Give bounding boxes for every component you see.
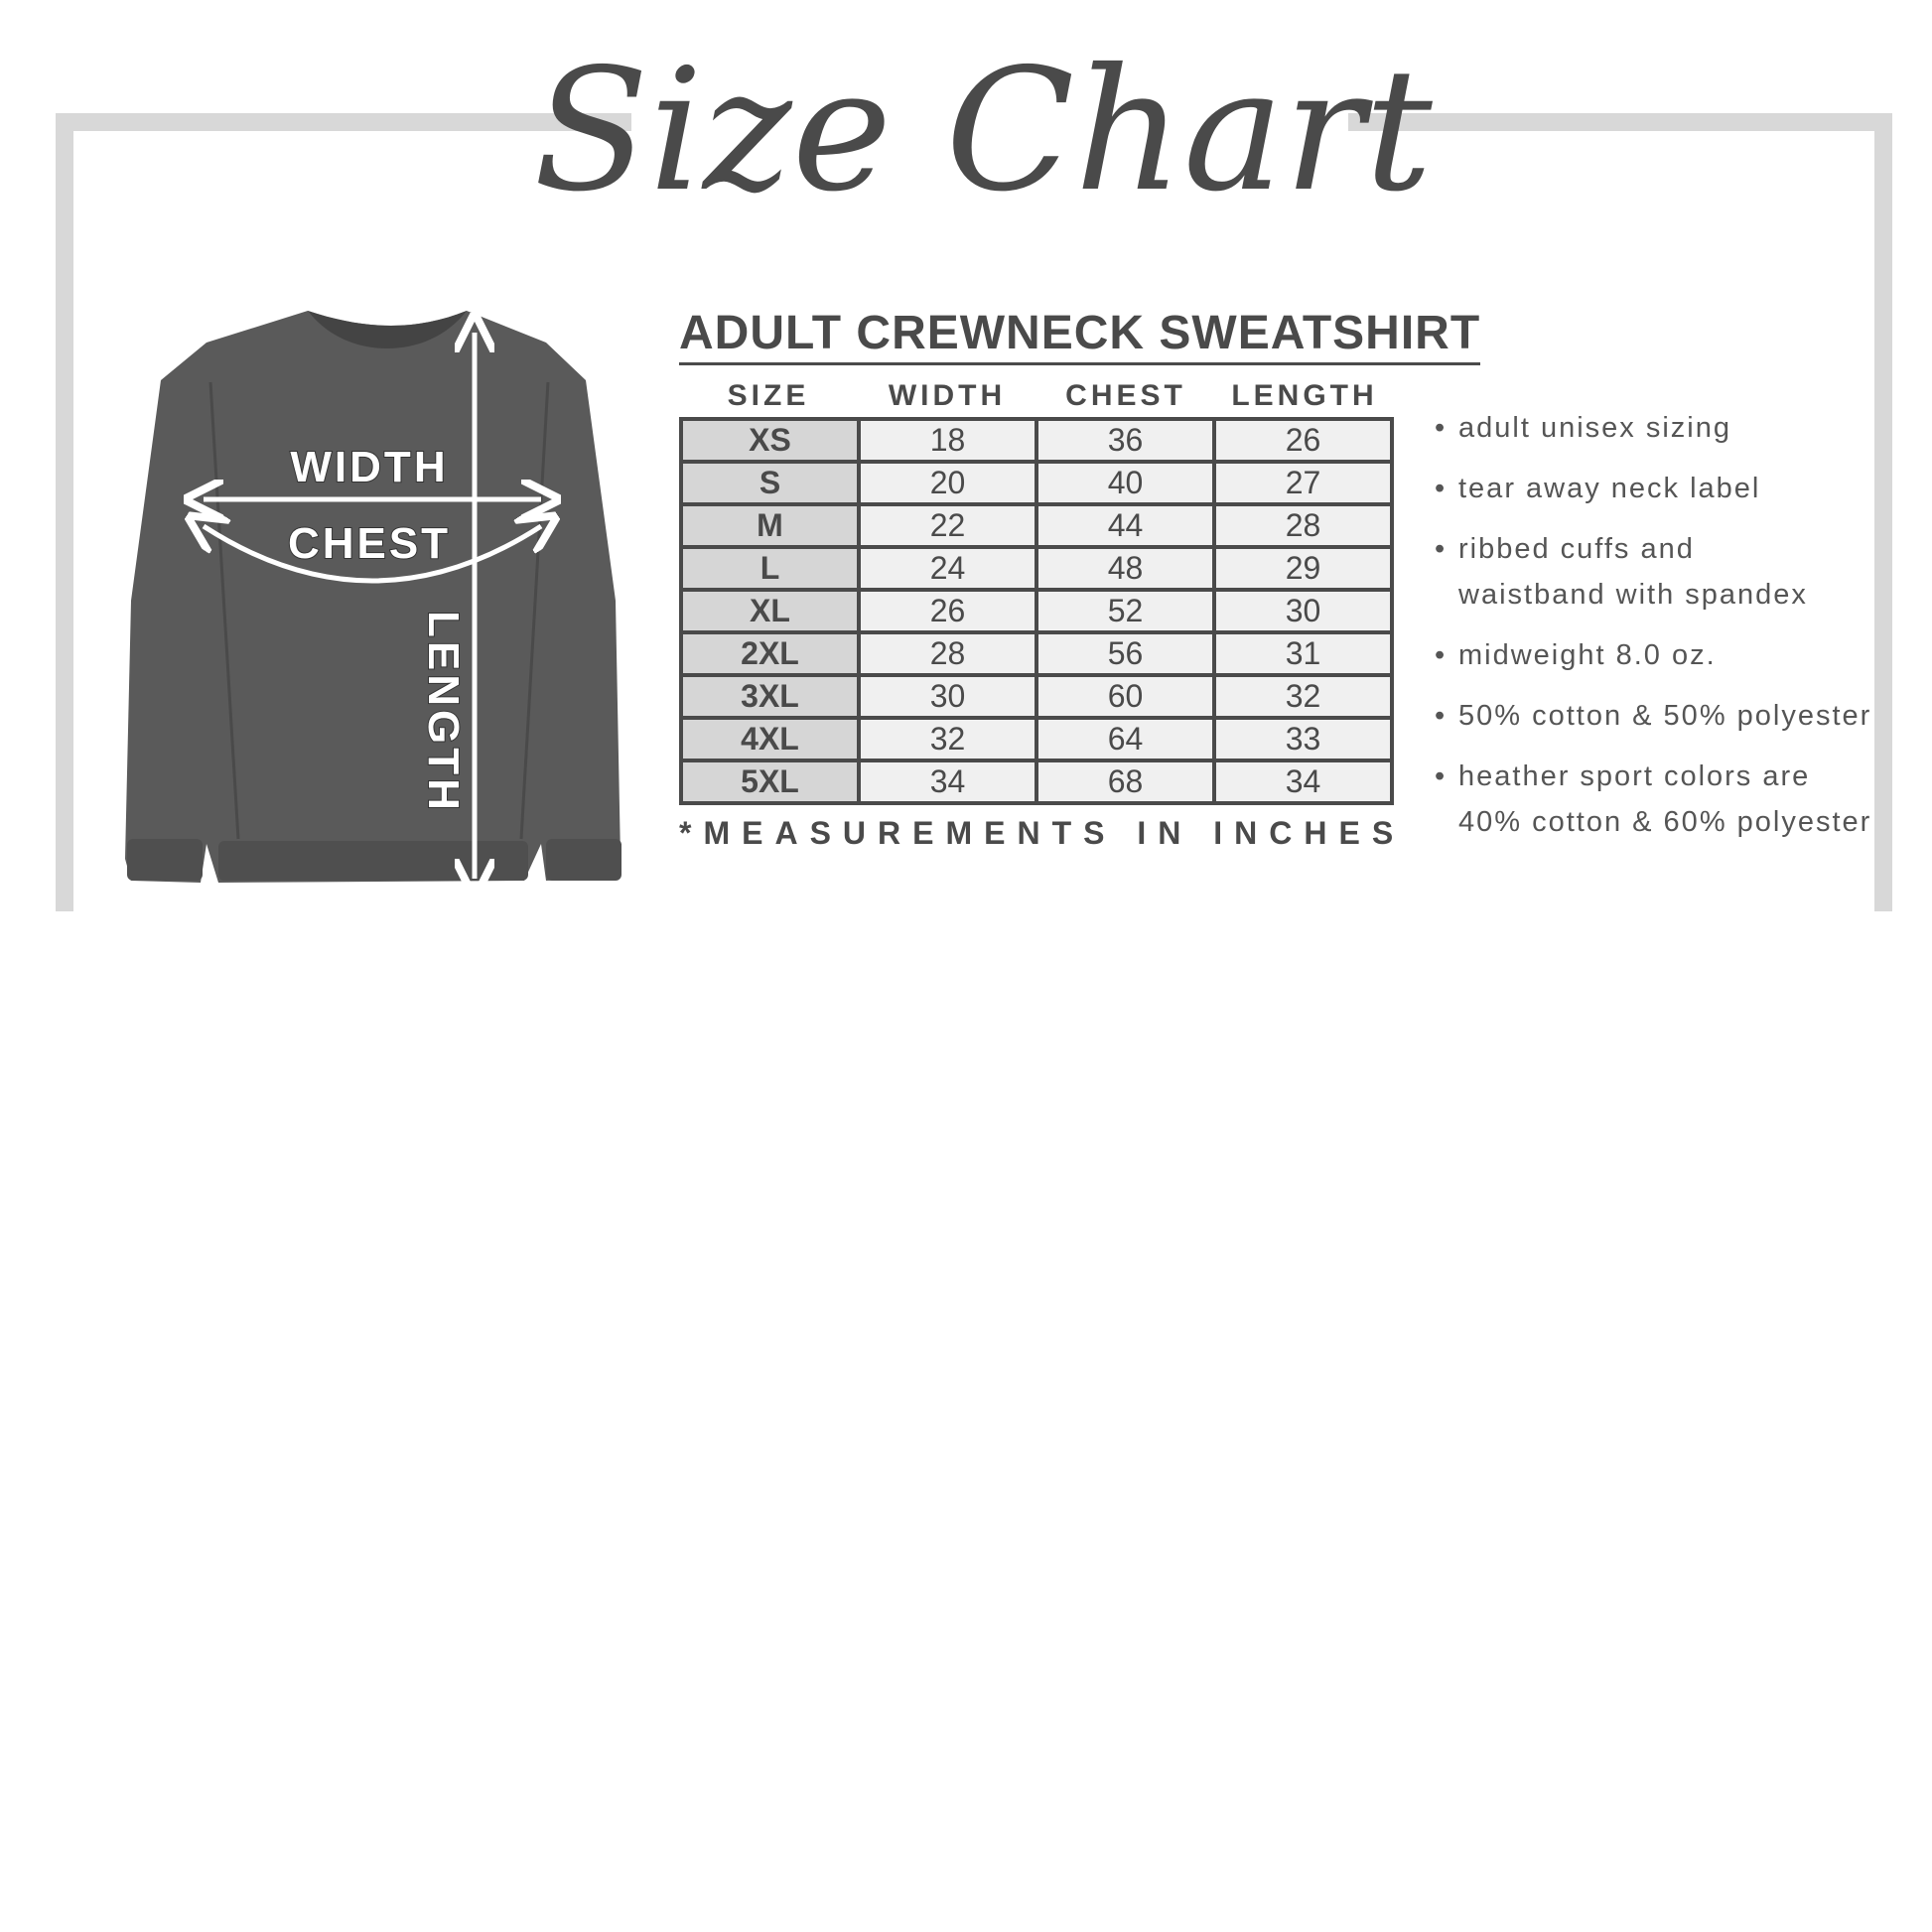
measurement-cell: 48 [1036, 547, 1214, 590]
table-row [681, 462, 1392, 504]
chest-label: CHEST [287, 519, 452, 568]
measurement-cell: 24 [859, 547, 1036, 590]
table-column-headers [679, 379, 1394, 413]
feature-item: • 50% cotton & 50% polyester [1435, 693, 1911, 739]
measurement-cell: 34 [1214, 760, 1392, 803]
measurement-cell: 28 [1214, 504, 1392, 547]
size-cell: XS [681, 419, 859, 462]
size-cell: 5XL [681, 760, 859, 803]
size-cell: L [681, 547, 859, 590]
measurement-cell: 33 [1214, 718, 1392, 760]
column-header-chest: CHEST [1065, 379, 1186, 412]
size-cell: M [681, 504, 859, 547]
measurement-cell: 28 [859, 632, 1036, 675]
measurement-cell: 30 [859, 675, 1036, 718]
column-header-length: LENGTH [1231, 379, 1378, 412]
measurements-note: *MEASUREMENTS IN INCHES [679, 815, 1406, 851]
page-title [533, 0, 1433, 248]
measurement-cell: 29 [1214, 547, 1392, 590]
measurement-cell: 64 [1036, 718, 1214, 760]
measurement-cell: 68 [1036, 760, 1214, 803]
sweatshirt-icon [125, 311, 621, 883]
width-label: WIDTH [290, 443, 449, 491]
size-cell: 3XL [681, 675, 859, 718]
measurement-cell: 26 [1214, 419, 1392, 462]
measurement-cell: 20 [859, 462, 1036, 504]
size-cell: 4XL [681, 718, 859, 760]
feature-item: • tear away neck label [1435, 466, 1911, 511]
measurement-cell: 26 [859, 590, 1036, 632]
feature-item: • adult unisex sizing [1435, 405, 1911, 451]
measurement-cell: 34 [859, 760, 1036, 803]
size-cell: 2XL [681, 632, 859, 675]
column-header-width: WIDTH [888, 379, 1007, 412]
measurement-cell: 30 [1214, 590, 1392, 632]
table-heading: ADULT CREWNECK SWEATSHIRT [679, 306, 1480, 365]
title-text: Size Chart [533, 33, 1433, 229]
size-cell: S [681, 462, 859, 504]
measurement-cell: 31 [1214, 632, 1392, 675]
table-row [681, 547, 1392, 590]
length-label: LENGTH [419, 611, 468, 814]
table-row [681, 590, 1392, 632]
measurement-cell: 36 [1036, 419, 1214, 462]
feature-item: • ribbed cuffs and waistband with spandex [1435, 526, 1911, 618]
table-row [681, 504, 1392, 547]
measurement-cell: 56 [1036, 632, 1214, 675]
measurement-cell: 18 [859, 419, 1036, 462]
measurement-cell: 60 [1036, 675, 1214, 718]
size-table [679, 417, 1394, 805]
measurement-cell: 52 [1036, 590, 1214, 632]
feature-item: • heather sport colors are 40% cotton & 60% polyester [1435, 754, 1911, 845]
table-row [681, 419, 1392, 462]
table-row [681, 632, 1392, 675]
measurement-cell: 40 [1036, 462, 1214, 504]
sweatshirt-diagram [119, 303, 635, 889]
size-cell: XL [681, 590, 859, 632]
feature-item: • midweight 8.0 oz. [1435, 632, 1911, 678]
measurement-cell: 32 [859, 718, 1036, 760]
table-row [681, 760, 1392, 803]
frame-left [56, 113, 73, 911]
table-row [681, 718, 1392, 760]
column-header-size: SIZE [727, 379, 810, 412]
measurement-cell: 44 [1036, 504, 1214, 547]
table-row [681, 675, 1392, 718]
feature-list [1435, 405, 1911, 860]
measurement-cell: 32 [1214, 675, 1392, 718]
size-table-section [679, 306, 1481, 852]
measurement-cell: 27 [1214, 462, 1392, 504]
measurement-cell: 22 [859, 504, 1036, 547]
